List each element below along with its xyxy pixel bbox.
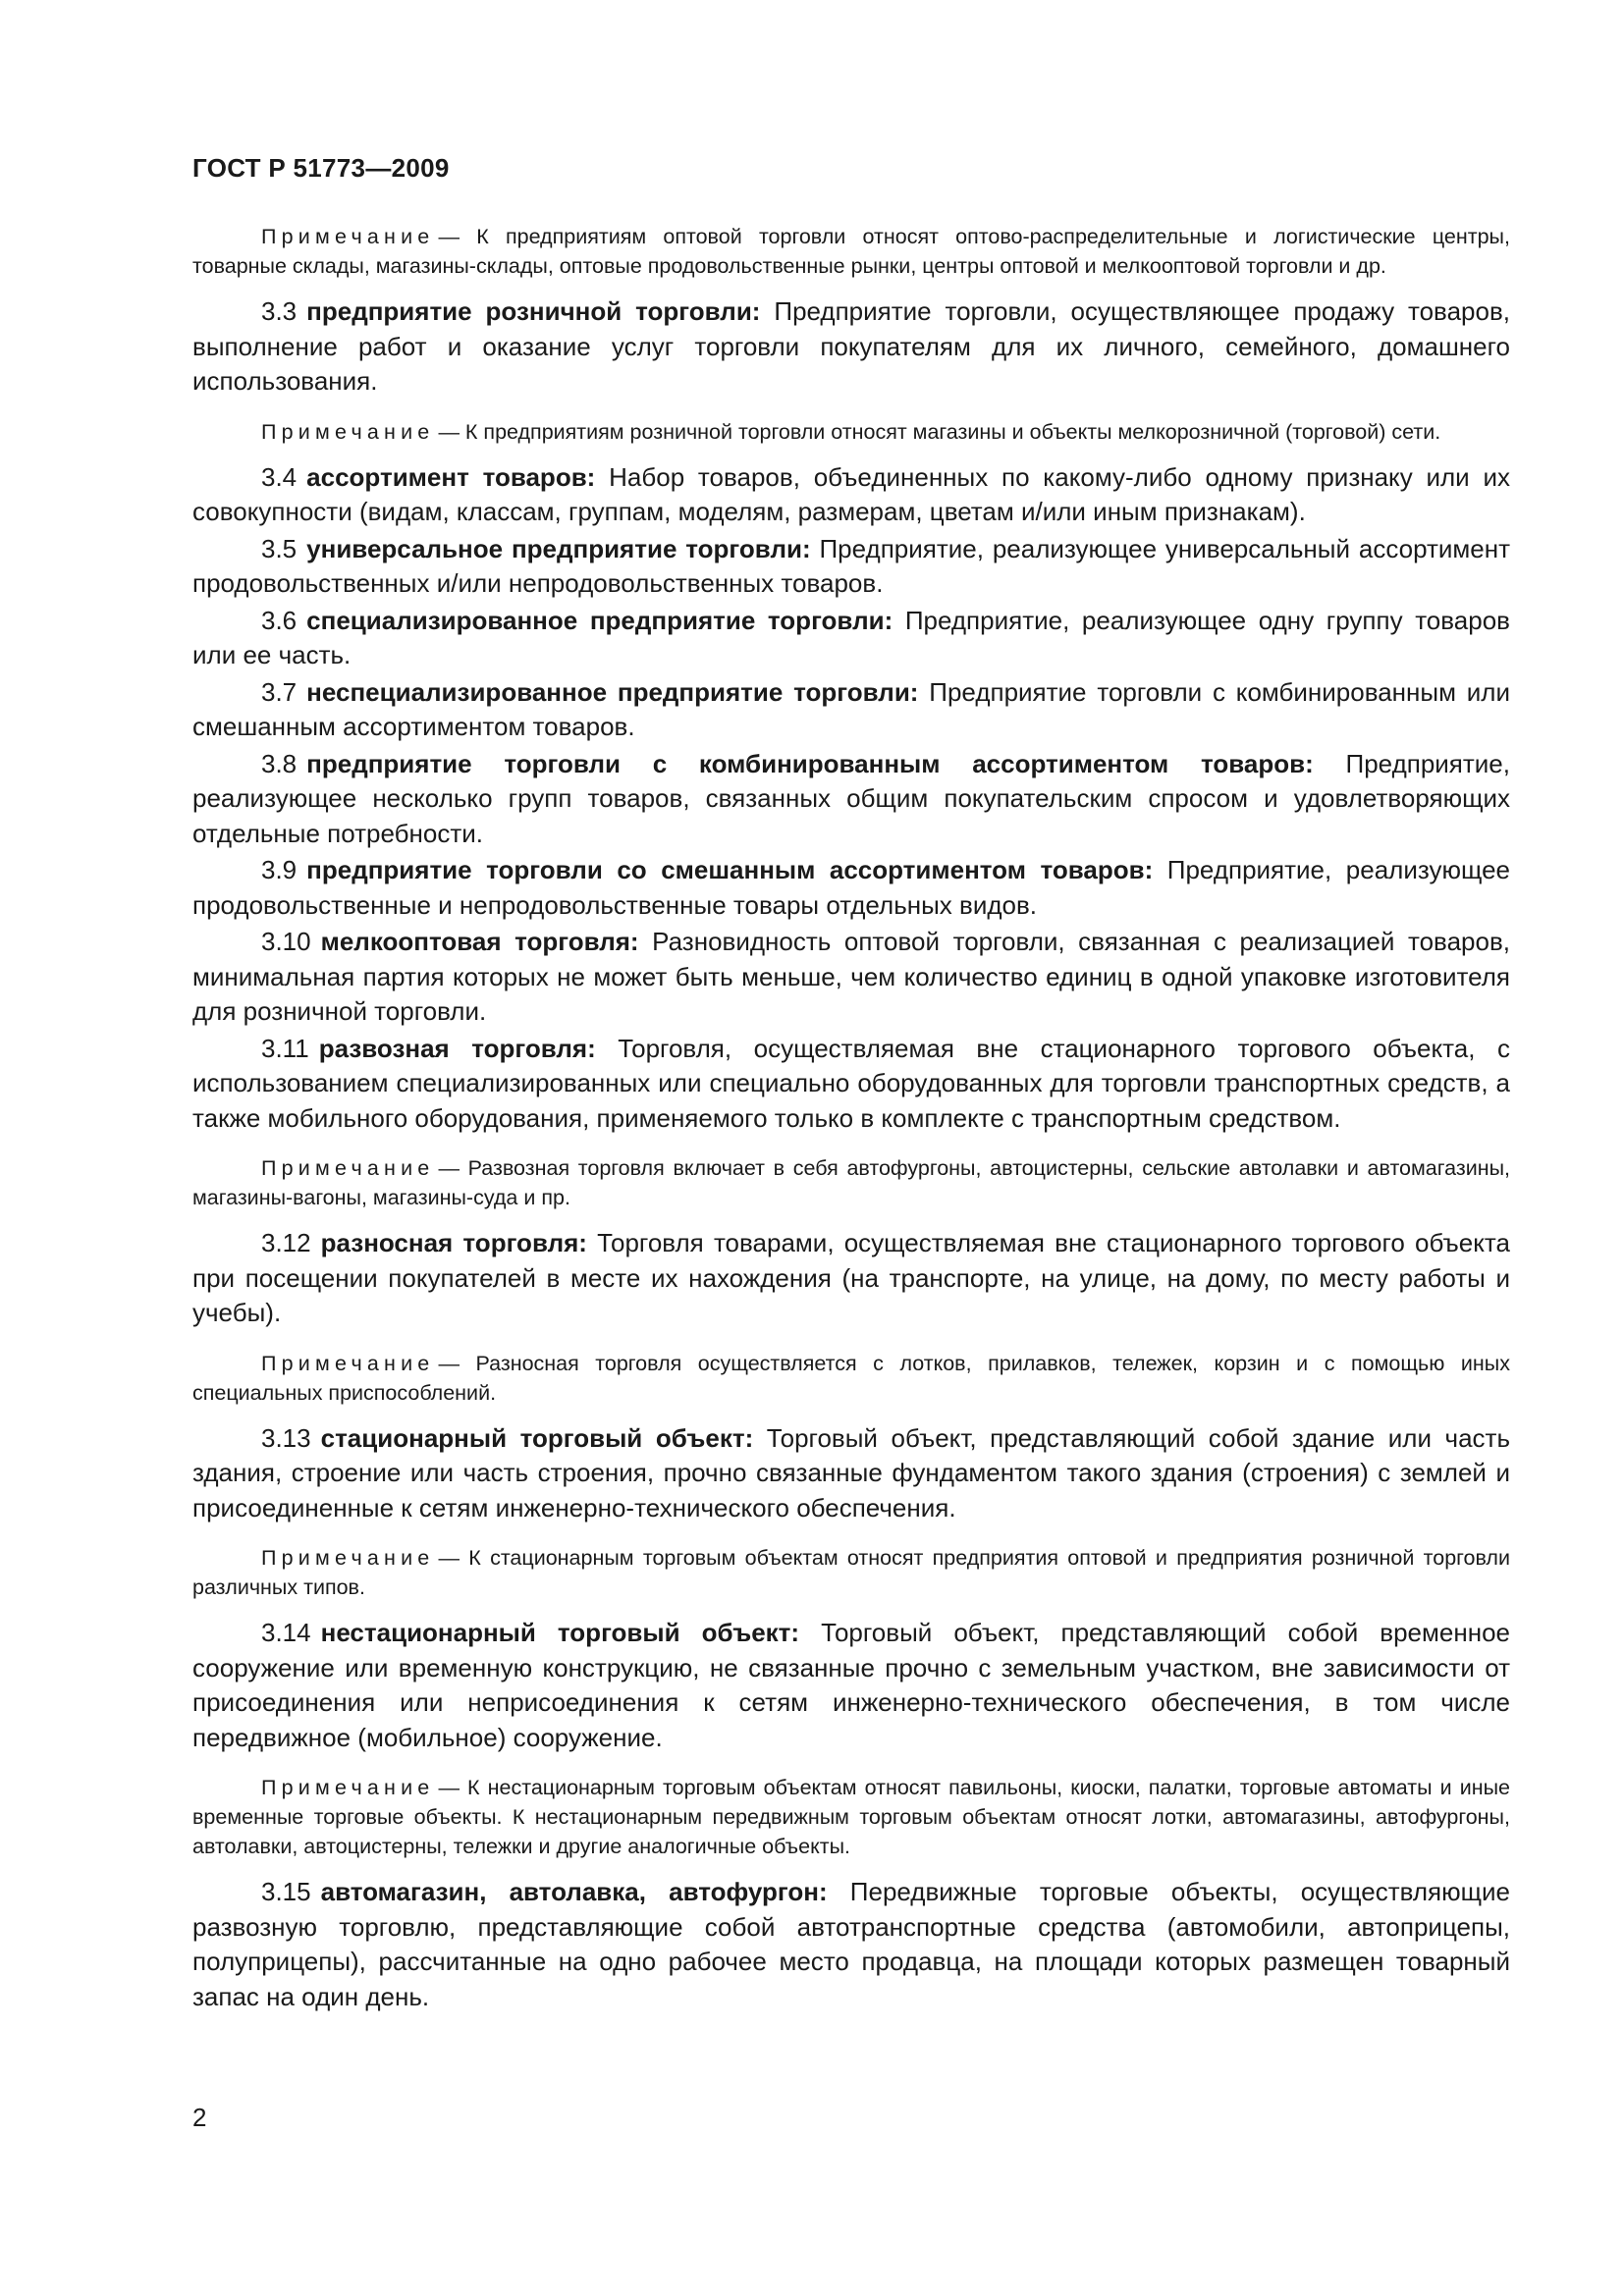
note-label: Примечание: [261, 225, 435, 248]
term-definition: [192, 853, 1510, 923]
document-body: [192, 222, 1510, 2016]
term-name: предприятие торговли с комбинированным ассортиментом товаров:: [306, 748, 1314, 778]
term-definition: [192, 532, 1510, 602]
term-definition: [192, 925, 1510, 1030]
term-name: ассортимент товаров:: [306, 461, 596, 492]
term-name: предприятие розничной торговли:: [306, 296, 761, 326]
note-paragraph: [192, 1349, 1510, 1408]
term-number: 3.14: [261, 1618, 311, 1647]
note-text: — К предприятиям розничной торговли относят магазины и объекты мелкорозничной (торговой) сети.: [438, 419, 1441, 444]
term-text: Предприятие торговли с комбинированным или смешанным ассортиментом товаров.: [192, 676, 1510, 741]
term-definition: [192, 294, 1510, 400]
term-text: Торговый объект, представляющий собой здание или часть здания, строение или часть строения, прочно связанные фундаментом такого здания (строения) с землей и присоединенные к сетям инженерно-технического обеспечения.: [192, 1422, 1510, 1522]
note-paragraph: [192, 1543, 1510, 1602]
term-definition: [192, 460, 1510, 530]
term-name: стационарный торговый объект:: [320, 1422, 754, 1453]
term-name: разносная торговля:: [320, 1228, 587, 1257]
term-number: 3.12: [261, 1228, 311, 1257]
note-paragraph: [192, 417, 1510, 447]
term-text: Предприятие, реализующее несколько групп товаров, связанных общим покупательским спросом и удовлетворяющих отдельные потребности.: [192, 748, 1510, 848]
note-paragraph: [192, 1773, 1510, 1861]
term-text: Торговля, осуществляемая вне стационарного торгового объекта, с использованием специализированных или специально оборудованных для торговли транспортных средств, а также мобильного оборудования, применяемого только в комплекте с транспортным средством.: [192, 1033, 1510, 1133]
term-number: 3.6: [261, 605, 298, 635]
term-name: развозная торговля:: [318, 1033, 596, 1063]
term-definition: [192, 604, 1510, 673]
note-label: Примечание: [261, 1546, 435, 1570]
term-text: Торговый объект, представляющий собой временное сооружение или временную конструкцию, не связанные прочно с земельным участком, вне зависимости от присоединения или неприсоединения к сетям инженерно-технического обеспечения, в том числе передвижное (мобильное) сооружение.: [192, 1618, 1510, 1752]
term-text: Предприятие торговли, осуществляющее продажу товаров, выполнение работ и оказание услуг торговли покупателям для их личного, семейного, домашнего использования.: [192, 296, 1510, 396]
note-text: — К нестационарным торговым объектам относят павильоны, киоски, палатки, торговые автоматы и иные временные торговые объекты. К нестационарным передвижным торговым объектам относят лотки, автомагазины, автофургоны, автолавки, автоцистерны, тележки и другие аналогичные объекты.: [192, 1776, 1510, 1858]
term-text: Набор товаров, объединенных по какому-либо одному признаку или их совокупности (видам, классам, группам, моделям, размерам, цветам и/или иным признакам).: [192, 461, 1510, 526]
term-text: Предприятие, реализующее продовольственные и непродовольственные товары отдельных видов.: [192, 855, 1510, 920]
term-name: универсальное предприятие торговли:: [306, 533, 811, 563]
note-text: — Развозная торговля включает в себя автофургоны, автоцистерны, сельские автолавки и автомагазины, магазины-вагоны, магазины-суда и пр.: [192, 1156, 1510, 1209]
term-number: 3.9: [261, 855, 298, 884]
term-number: 3.4: [261, 461, 298, 492]
term-number: 3.15: [261, 1877, 311, 1906]
term-number: 3.5: [261, 533, 298, 563]
term-number: 3.7: [261, 676, 298, 707]
note-text: — Разносная торговля осуществляется с лотков, прилавков, тележек, корзин и с помощью иных специальных приспособлений.: [192, 1351, 1510, 1405]
term-number: 3.10: [261, 927, 311, 956]
note-label: Примечание: [261, 1776, 435, 1799]
term-definition: [192, 1616, 1510, 1755]
term-text: Разновидность оптовой торговли, связанная с реализацией товаров, минимальная партия которых не может быть меньше, чем количество единиц в одной упаковке изготовителя для розничной торговли.: [192, 927, 1510, 1026]
term-text: Предприятие, реализующее универсальный ассортимент продовольственных и/или непродовольственных товаров.: [192, 533, 1510, 598]
term-definition: [192, 747, 1510, 852]
term-definition: [192, 675, 1510, 745]
term-definition: [192, 1421, 1510, 1526]
term-name: предприятие торговли со смешанным ассортиментом товаров:: [306, 855, 1154, 884]
page-number: 2: [192, 2103, 207, 2132]
note-paragraph: [192, 1153, 1510, 1212]
term-number: 3.3: [261, 296, 298, 326]
term-number: 3.13: [261, 1422, 311, 1453]
note-paragraph: [192, 222, 1510, 281]
note-text: — К стационарным торговым объектам относят предприятия оптовой и предприятия розничной торговли различных типов.: [192, 1546, 1510, 1599]
term-text: Торговля товарами, осуществляемая вне стационарного торгового объекта при посещении покупателей в месте их нахождения (на транспорте, на улице, на дому, по месту работы и учебы).: [192, 1228, 1510, 1327]
term-text: Передвижные торговые объекты, осуществляющие развозную торговлю, представляющие собой автотранспортные средства (автомобили, автоприцепы, полуприцепы), рассчитанные на одно рабочее место продавца, на площади которых размещен товарный запас на один день.: [192, 1877, 1510, 2011]
term-name: неспециализированное предприятие торговли:: [306, 676, 919, 707]
note-label: Примечание: [261, 1351, 435, 1375]
term-definition: [192, 1875, 1510, 2014]
term-definition: [192, 1226, 1510, 1331]
note-label: Примечание: [261, 1156, 435, 1180]
term-name: автомагазин, автолавка, автофургон:: [320, 1877, 828, 1906]
document-header: ГОСТ Р 51773—2009: [192, 153, 450, 183]
term-number: 3.11: [261, 1033, 309, 1063]
note-text: — К предприятиям оптовой торговли относят оптово-распределительные и логистические центры, товарные склады, магазины-склады, оптовые продовольственные рынки, центры оптовой и мелкооптовой торговли и др.: [192, 225, 1510, 278]
term-name: нестационарный торговый объект:: [320, 1618, 800, 1647]
term-name: специализированное предприятие торговли:: [306, 605, 893, 635]
term-definition: [192, 1032, 1510, 1137]
term-text: Предприятие, реализующее одну группу товаров или ее часть.: [192, 605, 1510, 669]
term-number: 3.8: [261, 748, 298, 778]
note-label: Примечание: [261, 419, 435, 444]
term-name: мелкооптовая торговля:: [320, 927, 639, 956]
